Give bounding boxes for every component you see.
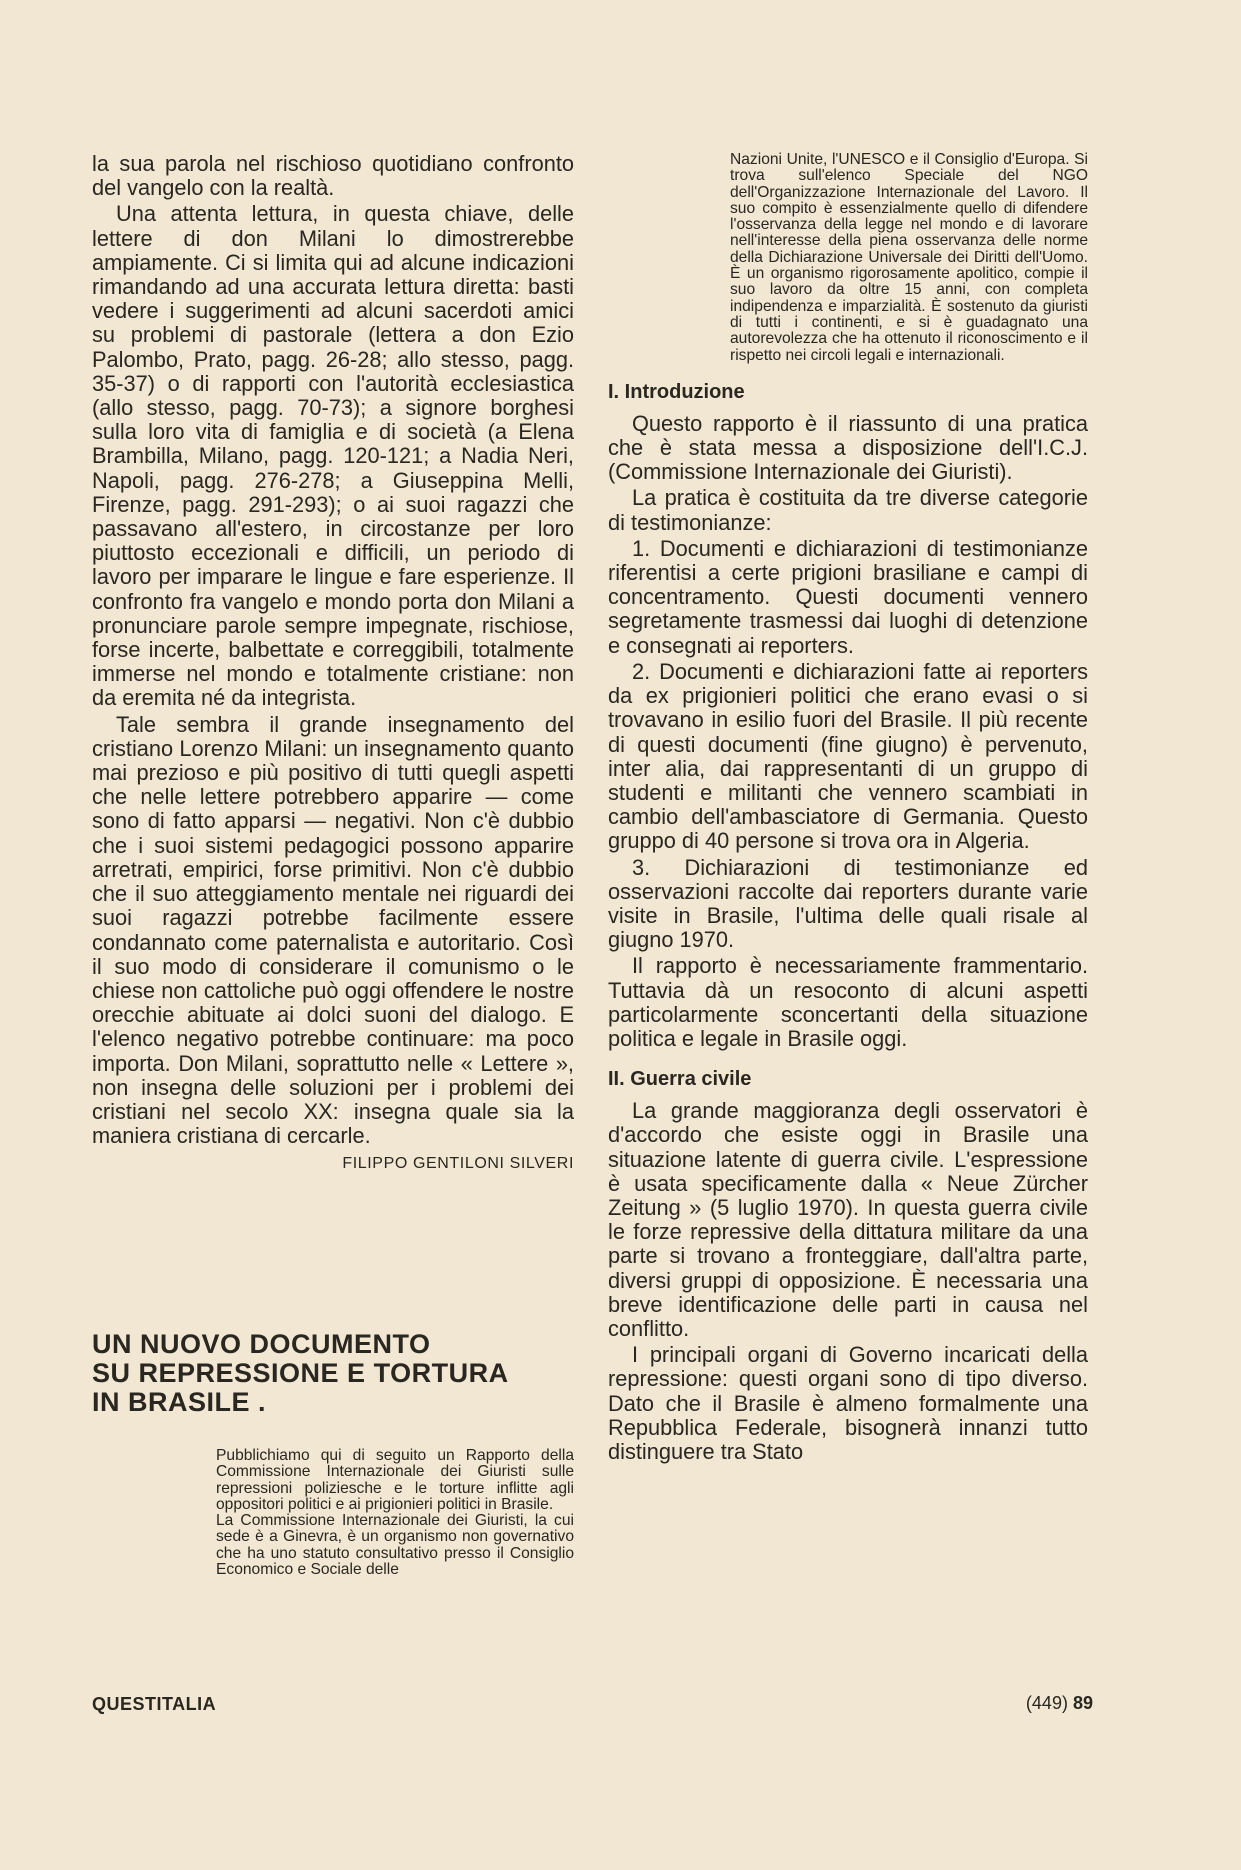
body-paragraph: Il rapporto è necessariamente frammentario. Tuttavia dà un resoconto di alcuni aspetti particolarmente sconcertanti della situazione politica e legale in Brasile oggi.: [608, 953, 1088, 1051]
body-paragraph: La grande maggioranza degli osservatori è d'accordo che esiste oggi in Brasile una situazione latente di guerra civile. L'espressione è usata specificamente dalla « Neue Zürcher Zeitung » (5 luglio 1970). In questa guerra civile le forze repressive della dittatura militare da una parte si trovano a fronteggiare, dall'altra parte, diversi gruppi di opposizione. È necessaria una breve identificazione delle parti in causa nel conflitto.: [608, 1098, 1088, 1341]
title-line: SU REPRESSIONE E TORTURA: [92, 1358, 509, 1388]
right-column: [608, 152, 1088, 1464]
body-paragraph: Questo rapporto è il riassunto di una pratica che è stata messa a disposizione dell'I.C.J. (Commissione Internazionale dei Giuristi).: [608, 410, 1088, 485]
title-line: IN BRASILE .: [92, 1387, 267, 1417]
article-intro: [216, 1448, 574, 1578]
list-item: 3. Dichiarazioni di testimonianze ed osservazioni raccolte dai reporters durante varie visite in Brasile, l'ultima delle quali risale al giugno 1970.: [608, 854, 1088, 953]
body-paragraph: Tale sembra il grande insegnamento del cristiano Lorenzo Milani: un insegnamento quanto mai prezioso e più positivo di tutti quegli aspetti che nelle lettere potrebbero apparire — come sono di fatto apparsi — negativi. Non c'è dubbio che i suoi sistemi pedagogici possono apparire arretrati, empirici, forse primitivi. Non c'è dubbio che il suo atteggiamento mentale nei riguardi dei suoi ragazzi potrebbe facilmente essere condannato come paternalista e autoritario. Così il suo modo di considerare il comunismo o le chiese non cattoliche può oggi offendere le nostre orecchie abituate ai dolci suoni del dialogo. E l'elenco negativo potrebbe continuare: ma poco importa. Don Milani, soprattutto nelle « Lettere », non insegna delle soluzioni per i problemi dei cristiani nel secolo XX: insegna quale sia la maniera cristiana di cercarle.: [92, 711, 574, 1149]
body-paragraph: La pratica è costituita da tre diverse categorie di testimonianze:: [608, 485, 1088, 535]
issue-number: (449): [1025, 1693, 1068, 1713]
section-heading-introduzione: I. Introduzione: [608, 380, 745, 403]
intro-continued: Nazioni Unite, l'UNESCO e il Consiglio d'Europa. Si trova sull'elenco Speciale del NGO dell'Organizzazione Internazionale del Lavoro. Il suo compito è essenzialmente quello di difendere l'osservanza della legge nel mondo e di lavorare nell'interesse della piena osservanza delle norme della Dichiarazione Universale dei Diritti dell'Uomo. È un organismo rigorosamente apolitico, compie il suo lavoro da oltre 15 anni, con completa indipendenza e imparzialità. È sostenuto da giuristi di tutti i continenti, e si è guadagnato una autorevolezza che ha ottenuto il riconoscimento e il rispetto nei circoli legali e internazionali.: [730, 151, 1088, 364]
body-paragraph: la sua parola nel rischioso quotidiano confronto del vangelo con la realtà.: [92, 151, 574, 201]
list-item: 2. Documenti e dichiarazioni fatte ai reporters da ex prigionieri politici che erano evasi o si trovavano in esilio fuori del Brasile. Il più recente di questi documenti (fine giugno) è pervenuto, inter alia, dai rappresentanti di un gruppo di studenti e militanti che vennero scambiati in cambio dell'ambasciatore di Germania. Questo gruppo di 40 persone si trova ora in Algeria.: [608, 658, 1088, 854]
title-line: UN NUOVO DOCUMENTO: [92, 1329, 431, 1359]
intro-continued-block: [730, 152, 1088, 364]
page-number: 89: [1072, 1693, 1093, 1713]
page-number-block: [1000, 1693, 1093, 1714]
body-paragraph: I principali organi di Governo incaricati della repressione: questi organi sono di tipo diverso. Dato che il Brasile è almeno formalmente una Repubblica Federale, bisognerà innanzi tutto distinguere tra Stato: [608, 1342, 1088, 1464]
left-column: [92, 152, 574, 1174]
magazine-name: QUESTITALIA: [92, 1694, 217, 1714]
section-heading-guerra-civile: II. Guerra civile: [608, 1068, 752, 1091]
intro-paragraph: Pubblichiamo qui di seguito un Rapporto della Commissione Internazionale dei Giuristi sulle repressioni poliziesche e le torture inflitte agli oppositori politici e ai prigionieri politici in Brasile.: [216, 1447, 574, 1513]
author-signature: FILIPPO GENTILONI SILVERI: [342, 1155, 574, 1173]
body-paragraph: Una attenta lettura, in questa chiave, delle lettere di don Milani lo dimostrerebbe ampiamente. Ci si limita qui ad alcune indicazioni rimandando ad una accurata lettura diretta: basti vedere i suggerimenti ad alcuni sacerdoti amici su problemi di pastorale (lettera a don Ezio Palombo, Prato, pagg. 26-28; allo stesso, pagg. 35-37) o di rapporti con l'autorità ecclesiastica (allo stesso, pagg. 70-73); a signore borghesi sulla loro vita di famiglia e di società (a Elena Brambilla, Milano, pagg. 120-121; a Nadia Neri, Napoli, pagg. 276-278; a Giuseppina Melli, Firenze, pagg. 291-293); o ai suoi ragazzi che passavano all'estero, in circostanze per loro piuttosto eccezionali e difficili, un periodo di lavoro per imparare le lingue e fare esperienze. Il confronto fra vangelo e mondo porta don Milani a pronunciare parole sempre impegnate, rischiose, forse incerte, balbettate e correggibili, totalmente immerse nel mondo e totalmente cristiane: non da eremita né da integrista.: [92, 201, 574, 711]
intro-paragraph: La Commissione Internazionale dei Giuristi, la cui sede è a Ginevra, è un organismo non governativo che ha uno statuto consultativo presso il Consiglio Economico e Sociale delle: [216, 1512, 574, 1579]
article-title: [92, 1330, 552, 1417]
list-item: 1. Documenti e dichiarazioni di testimonianze riferentisi a certe prigioni brasiliane e campi di concentramento. Questi documenti vennero segretamente trasmessi dai luoghi di detenzione e consegnati ai reporters.: [608, 535, 1088, 658]
